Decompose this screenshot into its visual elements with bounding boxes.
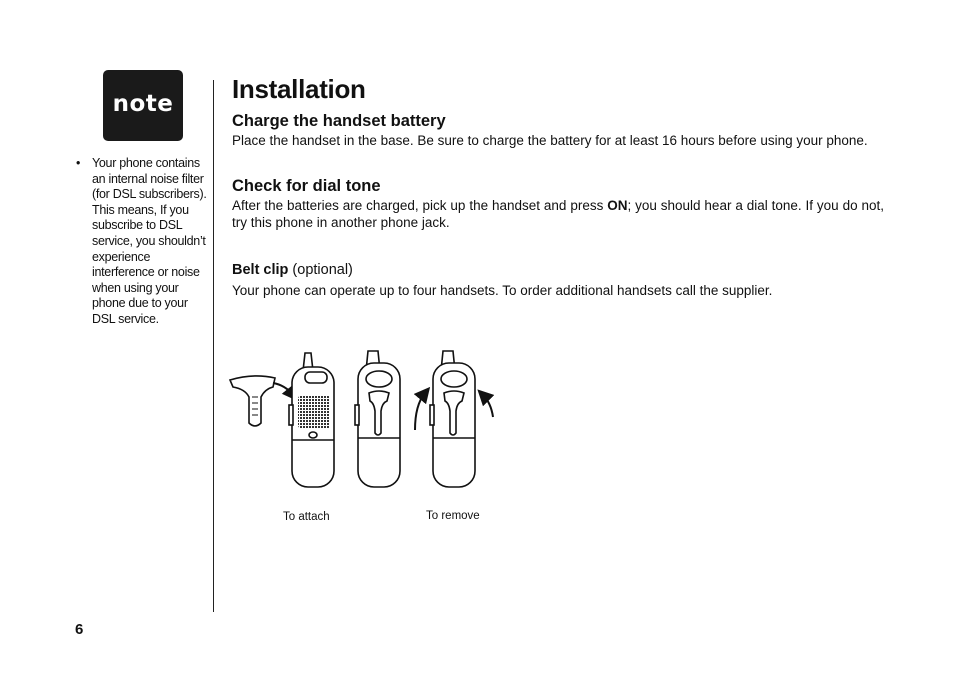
section-body-charge: Place the handset in the base. Be sure to charge the battery for at least 16 hours before using your phone. <box>232 133 868 148</box>
belt-clip-illustration <box>225 345 505 493</box>
belt-clip-label: Belt clip <box>232 262 289 278</box>
section-body-dial-tone <box>232 197 884 231</box>
handset-front <box>289 353 334 487</box>
page-title: Installation <box>232 74 366 104</box>
section-heading-dial-tone: Check for dial tone <box>232 177 381 195</box>
handset-with-clip <box>355 351 400 487</box>
belt-clip-shape <box>230 376 275 426</box>
section-heading-belt-clip <box>232 262 353 278</box>
sidebar-note <box>76 156 208 328</box>
section-heading-charge: Charge the handset battery <box>232 112 446 130</box>
vertical-divider <box>213 80 214 612</box>
handset-removing-clip <box>430 351 475 487</box>
note-badge <box>103 70 183 141</box>
bullet-marker: • <box>76 156 81 170</box>
page-number: 6 <box>75 621 84 638</box>
caption-remove: To remove <box>426 510 480 522</box>
caption-attach: To attach <box>283 511 330 523</box>
note-label: note <box>112 90 174 117</box>
dial-tone-text-1: After the batteries are charged, pick up the handset and press <box>232 198 608 213</box>
section-body-belt-clip: Your phone can operate up to four handsets. To order additional handsets call the supplier. <box>232 283 773 298</box>
note-text: Your phone contains an internal noise filter (for DSL subscribers). This means, If you subscribe to DSL service, you shouldn’t experience interference or noise when using your phone due to your DSL service. <box>92 156 207 326</box>
on-key-label: ON <box>607 198 628 213</box>
dial-tone-text-2: ; you should hear a dial tone. If you do not, try this phone in another phone jack. <box>232 198 884 230</box>
belt-clip-optional: (optional) <box>288 262 353 278</box>
